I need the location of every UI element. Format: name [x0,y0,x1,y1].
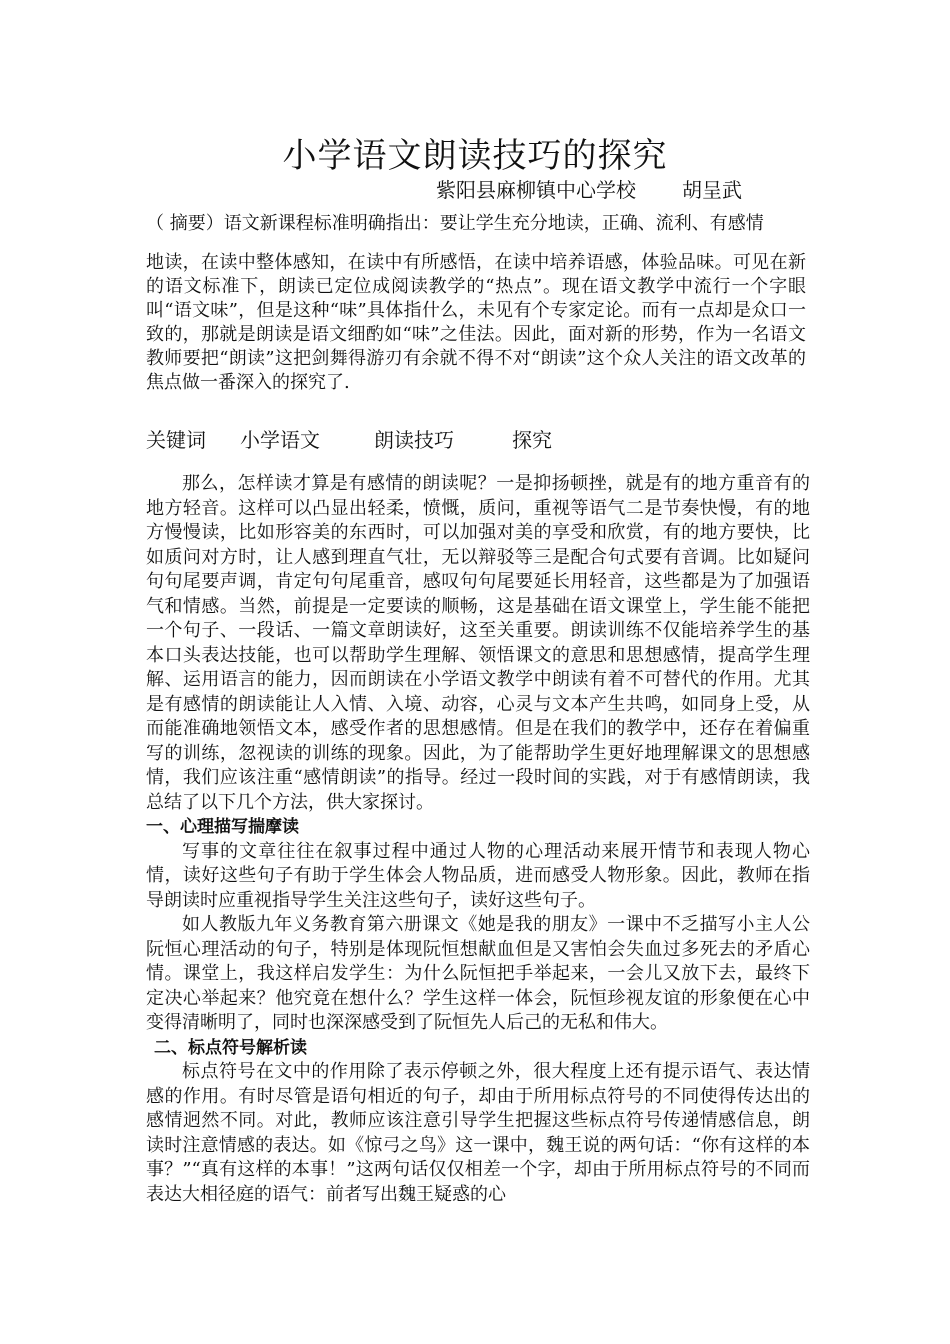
keyword: 朗读技巧 [374,428,454,452]
main-body [146,472,810,1207]
keyword: 小学语文 [240,428,320,452]
abstract-first-line [146,212,806,236]
section-heading-1: 一、心理描写揣摩读 [146,817,299,837]
abstract-body: 地读，在读中整体感知，在读中有所感悟，在读中培养语感，体验品味。可见在新的语文标准下，朗读已定位成阅读教学的“热点”。现在语文教学中流行一个字眼叫“语文味”，但是这种“味”具体指什么，未见有个专家定论。而有一点却是众口一致的，那就是朗读是语文细酌如“味”之佳法。因此，面对新的形势，作为一名语文教师要把“朗读”这把剑舞得游刃有余就不得不对“朗读”这个众人关注的语文改革的焦点做一番深入的探究了. [146,252,806,393]
abstract-first-text: 语文新课程标准明确指出：要让学生充分地读，正确、流利、有感情 [223,213,764,234]
intro-paragraph: 那么，怎样读才算是有感情的朗读呢？一是抑扬顿挫，就是有的地方重音有的地方轻音。这样可以凸显出轻柔，愤慨，质问，重视等语气二是节奏快慢，有的地方慢慢读，比如形容美的东西时，可以加强对美的享受和欣赏，有的地方要快，比如质问对方时，让人感到理直气壮，无以辩驳等三是配合句式要有音调。比如疑问句句尾要声调，肯定句句尾重音，感叹句句尾要延长用轻音，这些都是为了加强语气和情感。当然，前提是一定要读的顺畅，这是基础在语文课堂上，学生能不能把一个句子、一段话、一篇文章朗读好，这至关重要。朗读训练不仅能培养学生的基本口头表达技能，也可以帮助学生理解、领悟课文的意思和思想感情，提高学生理解、运用语言的能力，因而朗读在小学语文教学中朗读有着不可替代的作用。尤其是有感情的朗读能让人入情、入境、动容，心灵与文本产生共鸣，如同身上受，从而能准确地领悟文本，感受作者的思想感情。但是在我们的教学中，还存在着偏重写的训练，忽视读的训练的现象。因此，为了能帮助学生更好地理解课文的思想感情，我们应该注重“感情朗读”的指导。经过一段时间的实践，对于有感情朗读，我总结了以下几个方法，供大家探讨。 [146,473,810,813]
author-name: 胡呈武 [682,178,742,202]
keywords-label: 关键词 [146,428,206,452]
keyword: 探究 [512,428,552,452]
document-title: 小学语文朗读技巧的探究 [282,136,668,176]
section-1-paragraph-2: 如人教版九年义务教育第六册课文《她是我的朋友》一课中不乏描写小主人公阮恒心理活动的句子，特别是体现阮恒想献血但是又害怕会失血过多死去的矛盾心情。课堂上，我这样启发学生：为什么阮恒把手举起来，一会儿又放下去，最终下定决心举起来？他究竟在想什么？学生这样一体会，阮恒珍视友谊的形象便在心中变得清晰明了，同时也深深感受到了阮恒先人后己的无私和伟大。 [146,914,810,1033]
section-2-paragraph-1: 标点符号在文中的作用除了表示停顿之外，很大程度上还有提示语气、表达情感的作用。有时尽管是语句相近的句子，却由于所用标点符号的不同使得传达出的感情迥然不同。对此，教师应该注意引导学生把握这些标点符号传递情感信息，朗读时注意情感的表达。如《惊弓之鸟》这一课中，魏王说的两句话：“你有这样的本事？”“真有这样的本事！”这两句话仅仅相差一个字，却由于所用标点符号的不同而表达大相径庭的语气：前者写出魏王疑惑的心 [146,1061,810,1205]
abstract-label: （ 摘要） [146,213,224,234]
school-name: 紫阳县麻柳镇中心学校 [436,178,636,202]
section-heading-2: 二、标点符号解析读 [154,1037,307,1058]
author-line [436,174,742,203]
section-1-paragraph-1: 写事的文章往往在叙事过程中通过人物的心理活动来展开情节和表现人物心情，读好这些句子有助于学生体会人物品质，进而感受人物形象。因此，教师在指导朗读时应重视指导学生关注这些句子，读好这些句子。 [146,840,810,911]
keywords-line [146,424,552,453]
